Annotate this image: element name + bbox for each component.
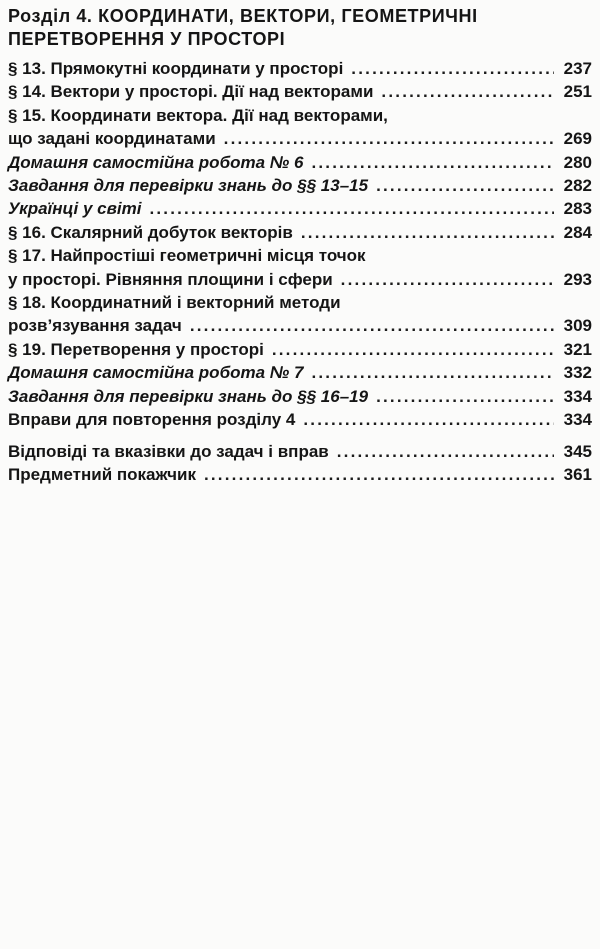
toc-entry[interactable] [8,151,592,174]
toc-entry-page-number: 345 [563,441,592,461]
toc-entry-title: Українці у світі [8,199,142,219]
toc-entry-title: що задані координатами [8,129,216,149]
toc-entry-title-line: § 17. Найпростіші геометричні місця точок [8,246,366,266]
toc-entry-title: Завдання для перевірки знань до §§ 13–15 [8,176,369,196]
toc-entry[interactable] [8,197,592,220]
toc-entry[interactable] [8,291,592,338]
toc-entry-page-number: 269 [563,129,592,149]
toc-entry-page-number: 332 [563,363,592,383]
section-title-part-1: КООРДИНАТИ, ВЕКТОРИ, ГЕОМЕТРИЧНІ [98,6,478,26]
toc-entry-page-number: 284 [563,222,592,242]
dot-leader [303,408,554,431]
toc-entry-title: у просторі. Рівняння площини і сфери [8,269,333,289]
toc-entry-title: § 19. Перетворення у просторі [8,339,264,359]
dot-leader [190,314,554,337]
toc-entry-row [8,385,592,408]
toc-entry-title: Вправи для повторення розділу 4 [8,410,296,430]
dot-leader [376,385,554,408]
toc-entry-row [8,463,592,486]
toc-entry[interactable] [8,174,592,197]
dot-leader [341,268,554,291]
toc-entry[interactable] [8,385,592,408]
toc-entry-row [8,314,592,337]
toc-entry-title-line: § 15. Координати вектора. Дії над векторами, [8,105,388,125]
toc-entry-page-number: 251 [563,82,592,102]
toc-entry[interactable] [8,361,592,384]
toc-entry-title: Відповіді та вказівки до задач і вправ [8,441,329,461]
toc-entry-page-number: 321 [563,339,592,359]
toc-entry-title: Предметний покажчик [8,464,196,484]
section-title-part-2: ПЕРЕТВОРЕННЯ У ПРОСТОРІ [8,29,286,49]
dot-leader [351,57,554,80]
toc-entry-title-line: § 18. Координатний і векторний методи [8,293,341,313]
toc-entry-title: Домашня самостійна робота № 7 [8,363,304,383]
dot-leader [204,463,554,486]
dot-leader [149,197,554,220]
toc-entry-title: § 14. Вектори у просторі. Дії над векторами [8,82,374,102]
dot-leader [224,127,554,150]
toc-entry-row [8,268,592,291]
dot-leader [272,338,554,361]
toc-entry-row [8,151,592,174]
toc-appendix-entry[interactable] [8,440,592,463]
toc-entry[interactable] [8,408,592,431]
toc-entry-page-number: 283 [563,199,592,219]
dot-leader [337,440,554,463]
toc-entry-row [8,408,592,431]
section-heading [8,5,592,51]
toc-entry-page-number: 309 [563,316,592,336]
toc-entry-page-number: 237 [563,59,592,78]
dot-leader [381,80,554,103]
toc-entry-row [8,197,592,220]
toc-entry-title: Завдання для перевірки знань до §§ 16–19 [8,386,369,406]
toc-spacer [8,432,592,440]
toc-entry[interactable] [8,80,592,103]
toc-entry-row [8,127,592,150]
toc-entry-row [8,57,592,80]
toc-entry-page-number: 361 [563,464,592,484]
dot-leader [311,361,554,384]
toc-entry-row [8,361,592,384]
toc-entry[interactable] [8,244,592,291]
toc-appendix [8,440,592,487]
toc-entry-row [8,338,592,361]
toc-entry-row [8,221,592,244]
table-of-contents [8,5,592,486]
dot-leader [376,174,554,197]
toc-entry-row [8,80,592,103]
toc-entries [8,57,592,432]
toc-entry-row [8,440,592,463]
toc-entry-title: Домашня самостійна робота № 6 [8,152,304,172]
toc-entry-page-number: 334 [563,386,592,406]
toc-entry[interactable] [8,221,592,244]
toc-entry-page-number: 334 [563,410,592,430]
toc-entry-page-number: 293 [563,269,592,289]
toc-entry-title: розв’язування задач [8,316,182,336]
dot-leader [301,221,554,244]
toc-entry[interactable] [8,57,592,80]
toc-entry[interactable] [8,104,592,151]
section-heading-line-1 [8,5,592,28]
toc-entry-title: § 16. Скалярний добуток векторів [8,222,293,242]
toc-entry-row [8,174,592,197]
toc-entry-page-number: 282 [563,176,592,196]
dot-leader [311,151,554,174]
toc-entry-page-number: 280 [563,152,592,172]
section-label: Розділ 4. [8,6,93,26]
toc-entry[interactable] [8,338,592,361]
toc-appendix-entry[interactable] [8,463,592,486]
toc-entry-title: § 13. Прямокутні координати у просторі [8,59,344,78]
